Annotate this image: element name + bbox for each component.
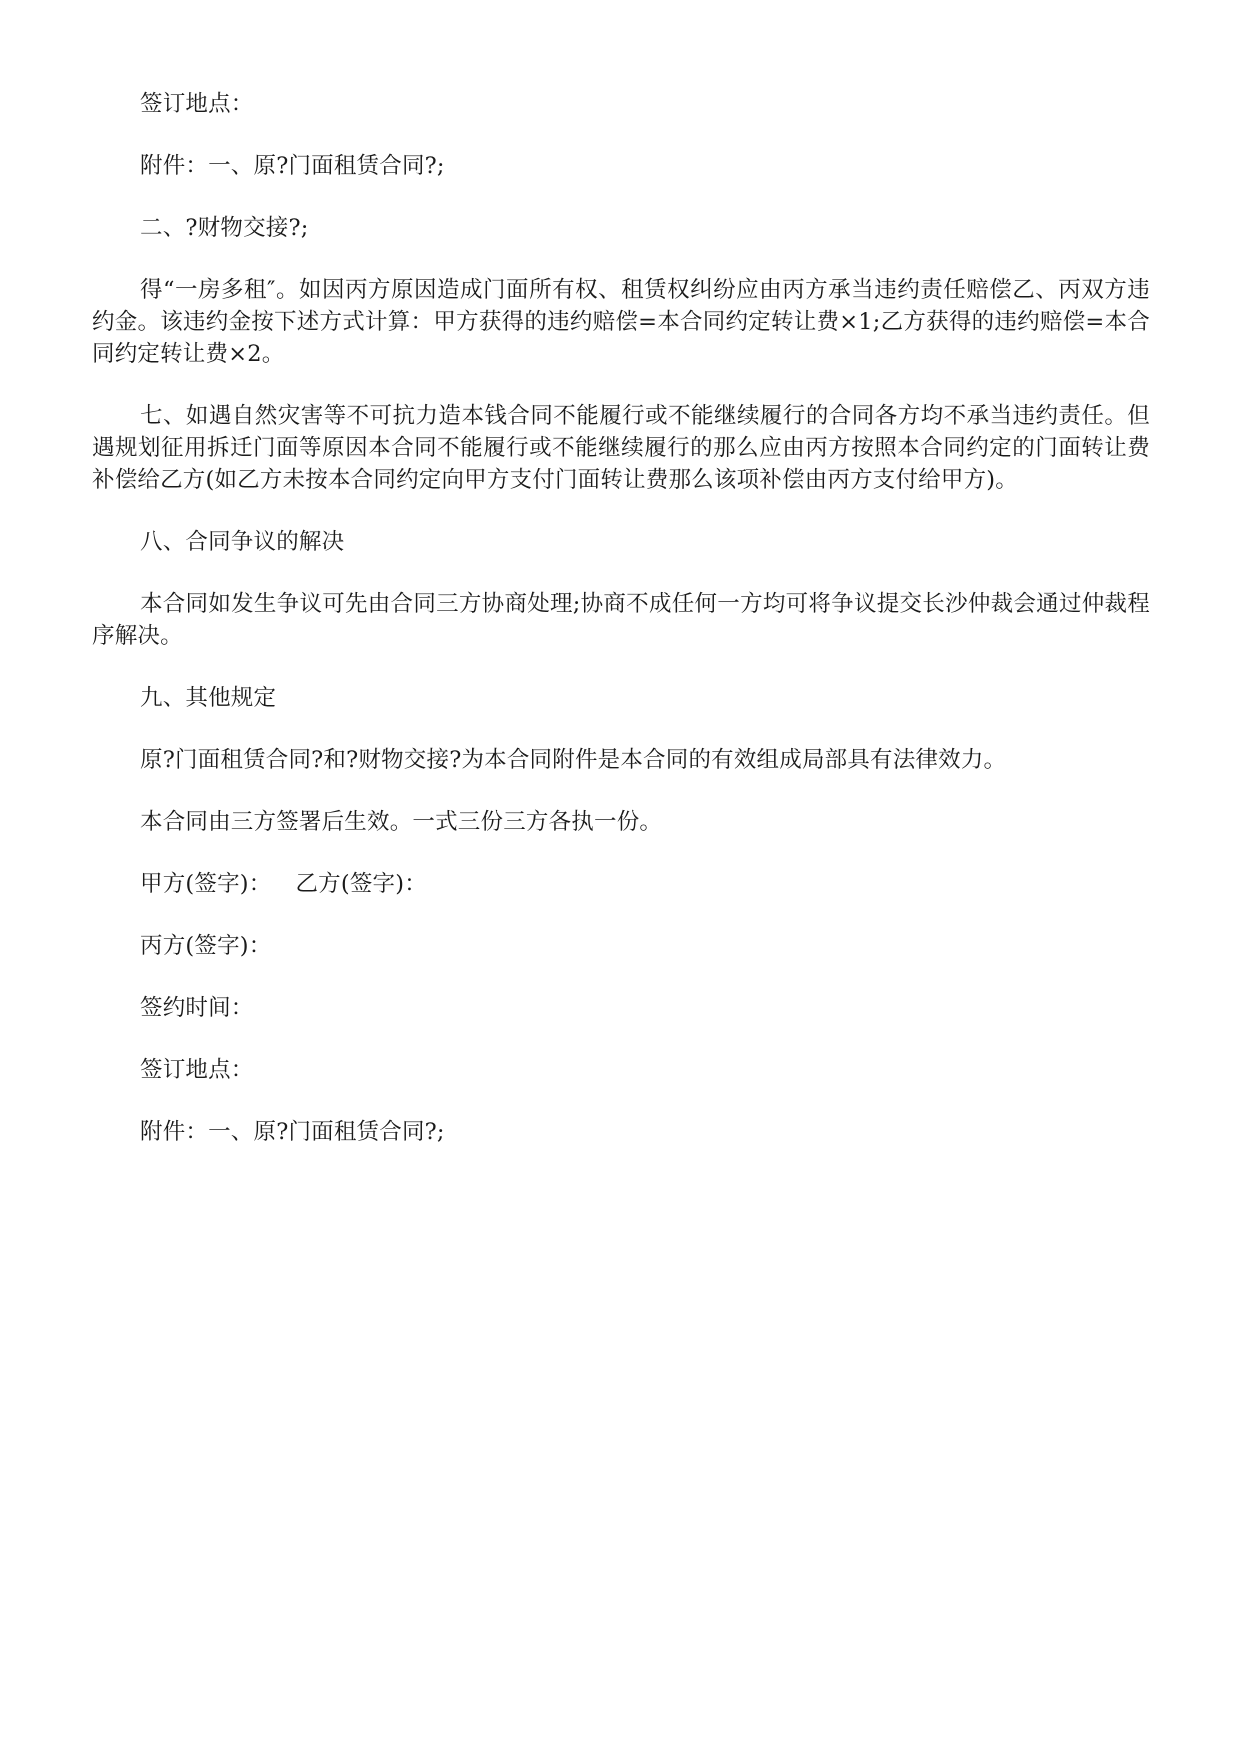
paragraph-effectiveness: 本合同由三方签署后生效。一式三份三方各执一份。 — [140, 809, 663, 835]
section-heading-other: 九、其他规定 — [140, 685, 277, 711]
paragraph-attachments-validity: 原?门面租赁合同?和?财物交接?为本合同附件是本合同的有效组成局部具有法律效力。 — [140, 747, 1007, 773]
sign-place: 签订地点： — [140, 1057, 254, 1083]
paragraph-sign-place-top: 签订地点： — [140, 91, 254, 117]
document-body — [92, 88, 1150, 1148]
paragraph-force-majeure: 七、如遇自然灾害等不可抗力造本钱合同不能履行或不能继续履行的合同各方均不承当违约责任。但遇规划征用拆迁门面等原因本合同不能履行或不能继续履行的那么应由丙方按照本合同约定的门面转让费补偿给乙方(如乙方未按本合同约定向甲方支付门面转让费那么该项补偿由丙方支付给甲方)。 — [92, 403, 1150, 493]
paragraph-dispute-resolution: 本合同如发生争议可先由合同三方协商处理;协商不成任何一方均可将争议提交长沙仲裁会通过仲裁程序解决。 — [92, 591, 1150, 649]
signature-party-b: 乙方(签字)： — [295, 871, 427, 897]
attachment-line: 附件：一、原?门面租赁合同?; — [140, 1119, 445, 1145]
paragraph-attachment-1: 附件：一、原?门面租赁合同?; — [140, 153, 445, 179]
signature-party-a: 甲方(签字)： — [140, 871, 272, 897]
section-heading-dispute: 八、合同争议的解决 — [140, 529, 345, 555]
sign-time: 签约时间： — [140, 995, 254, 1021]
signature-party-c: 丙方(签字)： — [140, 933, 272, 959]
paragraph-penalty-clause: 得“一房多租″。如因丙方原因造成门面所有权、租赁权纠纷应由丙方承当违约责任赔偿乙、丙双方违约金。该违约金按下述方式计算：甲方获得的违约赔偿=本合同约定转让费×1;乙方获得的违约赔偿=本合同约定转让费×2。 — [92, 277, 1150, 367]
paragraph-attachment-2: 二、?财物交接?; — [140, 215, 309, 241]
signature-row-a-b — [92, 868, 1150, 900]
